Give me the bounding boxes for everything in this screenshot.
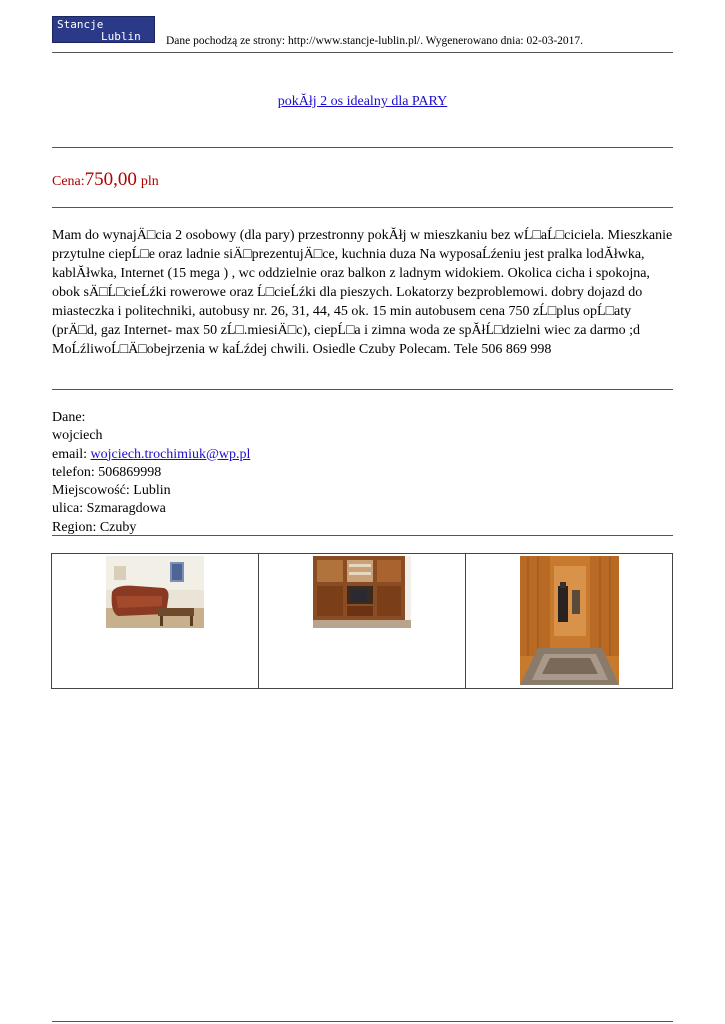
price-value: 750,00 — [84, 169, 137, 190]
photo-cell — [466, 554, 673, 689]
listing-description: Mam do wynajÄ□cia 2 osobowy (dla pary) przestronny pokĂłj w mieszkaniu bez wĹ□aĹ□ciciela. Mieszkanie przytulne ciepĹ□e oraz ladnie siÄ□prezentujÄ□ce, kuchnia duza Na wyposaĹźeniu jest pralka lodĂłwka, kablĂłwka, Internet (15 mega ) , wc oddzielnie oraz balkon z ladnym widokiem. Okolica cicha i spokojna, obok sÄ□Ĺ□cieĹźki rowerowe oraz Ĺ□cieĹźki dla pieszych. Lokatorzy bezproblemowi. dobry dojazd do miasteczka i politechniki, autobusy nr. 26, 31, 44, 45 ok. 15 min autobusem cena 750 zĹ□plus opĹ□aty (prÄ□d, gaz Internet- max 50 zĹ□.miesiÄ□c), ciepĹ□a i zimna woda ze spĂłĹ□dzielni wiec za darmo ;d MoĹźliwoĹ□Ä□obejrzenia w kaĹźdej chwili. Osiedle Czuby Polecam. Tele 506 869 998 — [52, 228, 673, 357]
contact-divider — [52, 535, 673, 536]
source-note: Dane pochodzą ze strony: http://www.stancje-lublin.pl/. Wygenerowano dnia: 02-03-2017. — [166, 35, 584, 47]
contact-heading: Dane: — [52, 410, 86, 425]
header-divider — [52, 52, 673, 53]
site-logo — [52, 16, 155, 43]
email-link[interactable]: wojciech.trochimiuk@wp.pl — [90, 446, 251, 462]
contact-email-row — [52, 446, 250, 464]
contact-city: Miejscowość: Lublin — [52, 483, 171, 499]
logo-line-2: Lublin — [101, 30, 141, 43]
contact-street: ulica: Szmaragdowa — [52, 501, 166, 517]
photo-wooden-hallway[interactable] — [520, 556, 619, 685]
email-label: email: — [52, 446, 91, 462]
description-divider — [52, 389, 673, 390]
price — [52, 169, 159, 191]
logo-line-1: Stancje — [57, 18, 104, 31]
price-divider — [52, 207, 673, 208]
contact-region: Region: Czuby — [52, 519, 137, 535]
price-currency: pln — [140, 174, 159, 189]
price-label: Cena: — [52, 174, 85, 189]
footer-divider — [52, 1021, 673, 1022]
contact-phone: telefon: 506869998 — [52, 464, 162, 480]
contact-name: wojciech — [52, 428, 103, 444]
listing-title[interactable]: pokĂłj 2 os idealny dla PARY — [277, 94, 448, 109]
photo-cell — [259, 554, 466, 689]
photo-wooden-wall-unit[interactable] — [313, 556, 411, 628]
photo-gallery — [51, 553, 673, 689]
title-divider — [52, 147, 673, 148]
photo-living-room-sofa[interactable] — [106, 556, 204, 628]
contact-info — [52, 409, 250, 537]
photo-cell — [52, 554, 259, 689]
